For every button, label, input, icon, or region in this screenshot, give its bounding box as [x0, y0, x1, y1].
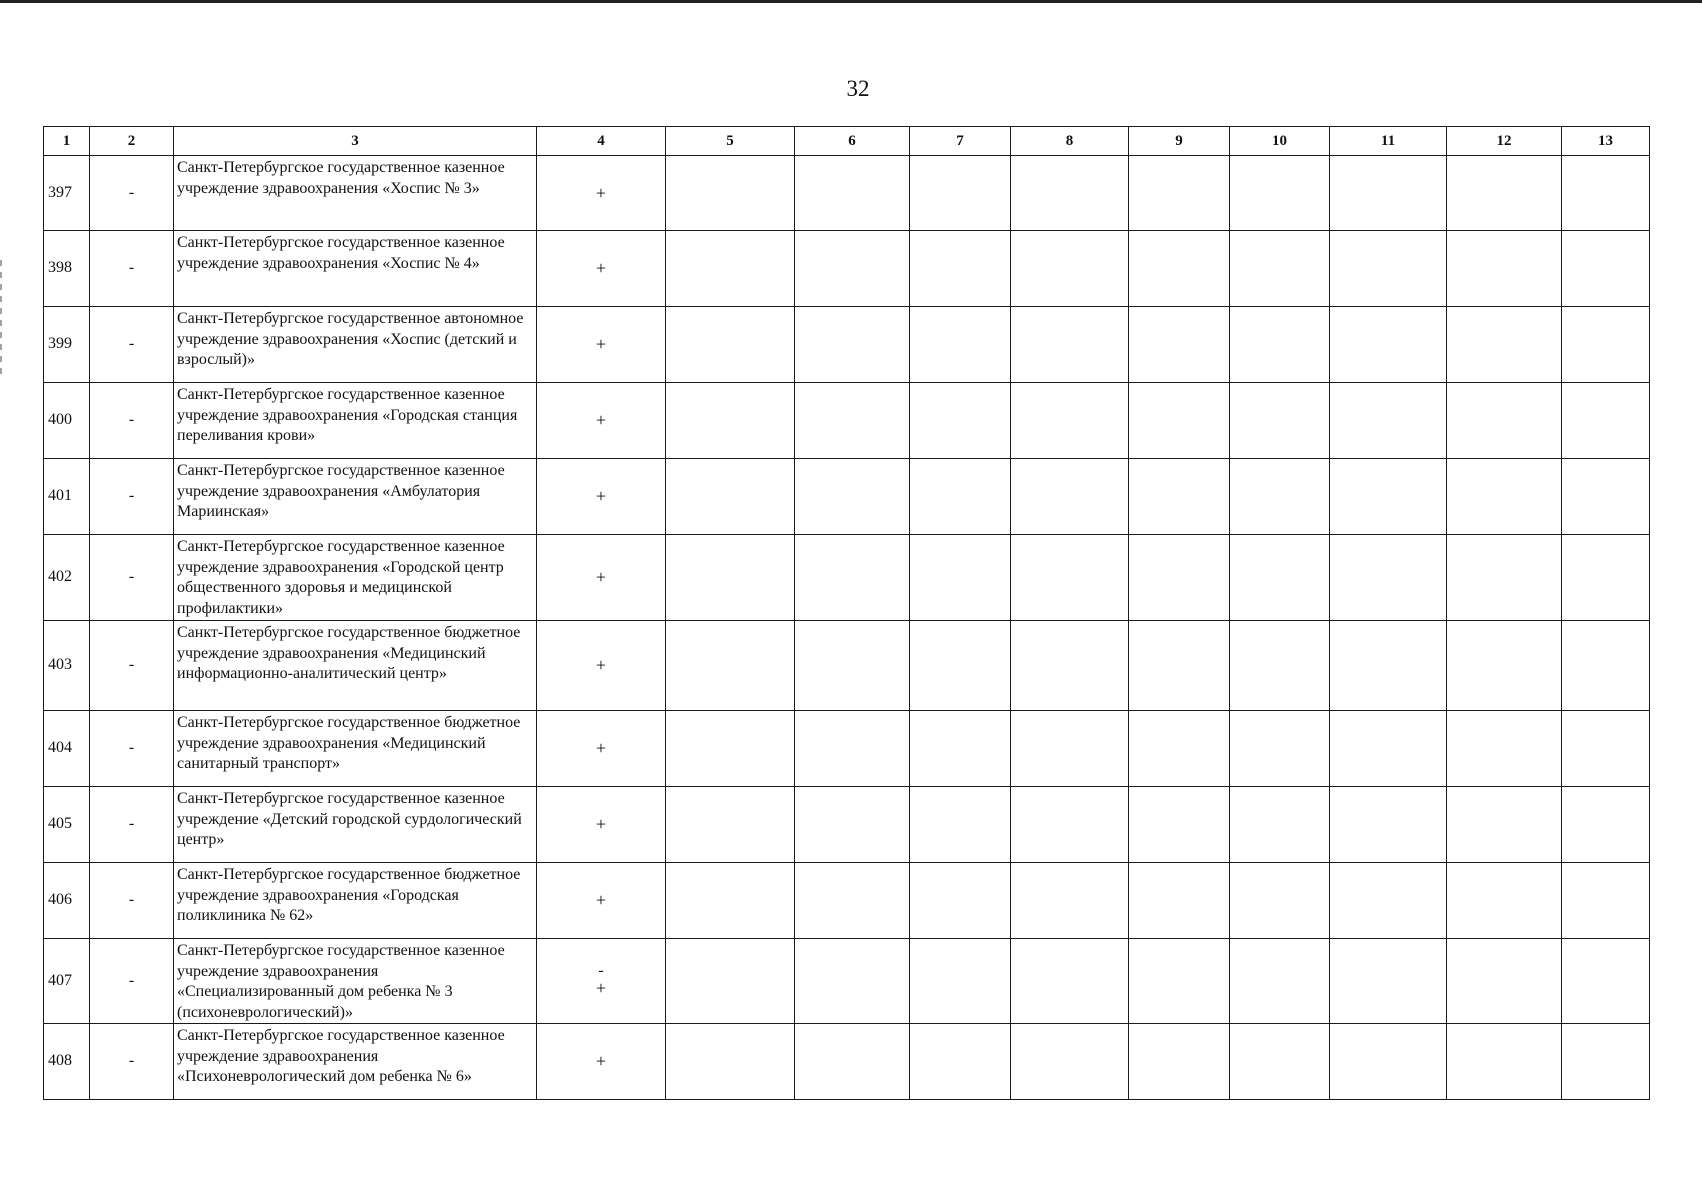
empty-cell [795, 787, 910, 863]
institutions-table [43, 126, 1650, 1100]
empty-cell [1447, 156, 1562, 231]
row-col2: - [90, 307, 174, 383]
institution-name: Санкт-Петербургское государственное казенное учреждение здравоохранения «Хоспис № 4» [174, 231, 537, 307]
empty-cell [1562, 939, 1650, 1024]
row-col4-mark: + [537, 307, 666, 383]
row-col4-mark: + [537, 863, 666, 939]
empty-cell [666, 231, 795, 307]
empty-cell [1330, 156, 1447, 231]
institution-name: Санкт-Петербургское государственное казенное учреждение здравоохранения «Городской центр общественного здоровья и медицинской профилактики» [174, 535, 537, 621]
row-number: 405 [44, 787, 90, 863]
empty-cell [666, 621, 795, 711]
empty-cell [1129, 156, 1230, 231]
table-row [44, 621, 1650, 711]
table-row [44, 1024, 1650, 1100]
row-col2: - [90, 156, 174, 231]
institution-name: Санкт-Петербургское государственное казенное учреждение здравоохранения «Амбулатория Мариинская» [174, 459, 537, 535]
empty-cell [1230, 383, 1330, 459]
empty-cell [1011, 1024, 1129, 1100]
empty-cell [1447, 307, 1562, 383]
column-header: 11 [1330, 127, 1447, 156]
empty-cell [1330, 939, 1447, 1024]
empty-cell [1562, 1024, 1650, 1100]
row-number: 406 [44, 863, 90, 939]
empty-cell [910, 231, 1011, 307]
empty-cell [795, 307, 910, 383]
empty-cell [1330, 621, 1447, 711]
row-col4-mark: + [537, 787, 666, 863]
empty-cell [1330, 863, 1447, 939]
empty-cell [1330, 787, 1447, 863]
row-col2: - [90, 621, 174, 711]
column-header: 9 [1129, 127, 1230, 156]
empty-cell [910, 1024, 1011, 1100]
empty-cell [1011, 621, 1129, 711]
table-row [44, 231, 1650, 307]
empty-cell [1562, 621, 1650, 711]
row-col4-plus: + [595, 977, 607, 998]
empty-cell [1230, 459, 1330, 535]
row-col4-mark: + [537, 535, 666, 621]
empty-cell [666, 1024, 795, 1100]
column-header: 6 [795, 127, 910, 156]
empty-cell [1011, 787, 1129, 863]
empty-cell [1330, 383, 1447, 459]
column-header: 2 [90, 127, 174, 156]
empty-cell [666, 307, 795, 383]
empty-cell [1129, 383, 1230, 459]
row-number: 408 [44, 1024, 90, 1100]
empty-cell [1330, 231, 1447, 307]
empty-cell [1011, 231, 1129, 307]
row-number: 400 [44, 383, 90, 459]
table-header-row [44, 127, 1650, 156]
empty-cell [1562, 459, 1650, 535]
empty-cell [1230, 231, 1330, 307]
empty-cell [1562, 863, 1650, 939]
column-header: 3 [174, 127, 537, 156]
empty-cell [910, 711, 1011, 787]
empty-cell [666, 787, 795, 863]
empty-cell [795, 535, 910, 621]
empty-cell [910, 156, 1011, 231]
row-col4-mark: + [537, 459, 666, 535]
institution-name: Санкт-Петербургское государственное бюджетное учреждение здравоохранения «Медицинский информационно-аналитический центр» [174, 621, 537, 711]
row-col4-mark: + [537, 711, 666, 787]
row-col4-extra-dash: - [598, 961, 604, 979]
row-number: 397 [44, 156, 90, 231]
row-col2: - [90, 787, 174, 863]
institution-name: Санкт-Петербургское государственное казенное учреждение здравоохранения «Специализированный дом ребенка № 3 (психоневрологический)» [174, 939, 537, 1024]
empty-cell [1011, 459, 1129, 535]
empty-cell [1447, 383, 1562, 459]
empty-cell [1230, 787, 1330, 863]
empty-cell [1447, 621, 1562, 711]
table-row [44, 787, 1650, 863]
empty-cell [666, 459, 795, 535]
row-col2: - [90, 1024, 174, 1100]
empty-cell [1330, 535, 1447, 621]
column-header: 7 [910, 127, 1011, 156]
table-row [44, 711, 1650, 787]
institution-name: Санкт-Петербургское государственное казенное учреждение здравоохранения «Городская станция переливания крови» [174, 383, 537, 459]
institution-name: Санкт-Петербургское государственное казенное учреждение здравоохранения «Хоспис № 3» [174, 156, 537, 231]
empty-cell [1011, 939, 1129, 1024]
empty-cell [910, 787, 1011, 863]
empty-cell [1129, 711, 1230, 787]
table-row [44, 307, 1650, 383]
empty-cell [910, 535, 1011, 621]
empty-cell [1230, 863, 1330, 939]
empty-cell [1011, 711, 1129, 787]
row-col2: - [90, 711, 174, 787]
row-col2: - [90, 383, 174, 459]
empty-cell [1447, 787, 1562, 863]
row-number: 402 [44, 535, 90, 621]
table-row [44, 459, 1650, 535]
empty-cell [1447, 939, 1562, 1024]
scan-edge-mark [0, 260, 2, 380]
row-col4-mark: + [537, 621, 666, 711]
row-col4-mark: + [537, 383, 666, 459]
empty-cell [1230, 307, 1330, 383]
empty-cell [1562, 156, 1650, 231]
empty-cell [1447, 535, 1562, 621]
row-number: 403 [44, 621, 90, 711]
empty-cell [1129, 459, 1230, 535]
empty-cell [666, 535, 795, 621]
empty-cell [1230, 1024, 1330, 1100]
table-row [44, 383, 1650, 459]
empty-cell [1129, 1024, 1230, 1100]
column-header: 1 [44, 127, 90, 156]
empty-cell [795, 711, 910, 787]
empty-cell [1129, 231, 1230, 307]
empty-cell [795, 383, 910, 459]
empty-cell [795, 863, 910, 939]
institution-name: Санкт-Петербургское государственное казенное учреждение «Детский городской сурдологический центр» [174, 787, 537, 863]
empty-cell [1230, 621, 1330, 711]
page-top-border [0, 0, 1702, 3]
empty-cell [666, 939, 795, 1024]
empty-cell [1562, 231, 1650, 307]
empty-cell [910, 863, 1011, 939]
empty-cell [795, 939, 910, 1024]
row-col4-mark [537, 939, 666, 1024]
empty-cell [910, 939, 1011, 1024]
empty-cell [1129, 787, 1230, 863]
table-row [44, 156, 1650, 231]
empty-cell [1011, 307, 1129, 383]
empty-cell [1447, 1024, 1562, 1100]
institution-name: Санкт-Петербургское государственное автономное учреждение здравоохранения «Хоспис (детский и взрослый)» [174, 307, 537, 383]
row-col4-mark: + [537, 1024, 666, 1100]
empty-cell [1011, 863, 1129, 939]
empty-cell [1447, 231, 1562, 307]
empty-cell [1129, 939, 1230, 1024]
column-header: 12 [1447, 127, 1562, 156]
row-number: 404 [44, 711, 90, 787]
institution-name: Санкт-Петербургское государственное казенное учреждение здравоохранения «Психоневрологический дом ребенка № 6» [174, 1024, 537, 1100]
empty-cell [1330, 1024, 1447, 1100]
row-col2: - [90, 939, 174, 1024]
column-header: 8 [1011, 127, 1129, 156]
row-col4-mark: + [537, 156, 666, 231]
empty-cell [910, 383, 1011, 459]
empty-cell [1129, 307, 1230, 383]
institution-name: Санкт-Петербургское государственное бюджетное учреждение здравоохранения «Городская поликлиника № 62» [174, 863, 537, 939]
empty-cell [1230, 535, 1330, 621]
empty-cell [1330, 711, 1447, 787]
empty-cell [795, 459, 910, 535]
empty-cell [1562, 307, 1650, 383]
empty-cell [1129, 621, 1230, 711]
empty-cell [910, 307, 1011, 383]
empty-cell [666, 711, 795, 787]
row-number: 399 [44, 307, 90, 383]
empty-cell [795, 156, 910, 231]
empty-cell [795, 1024, 910, 1100]
row-number: 401 [44, 459, 90, 535]
empty-cell [1330, 307, 1447, 383]
row-col2: - [90, 231, 174, 307]
empty-cell [1011, 156, 1129, 231]
row-col2: - [90, 535, 174, 621]
empty-cell [1447, 459, 1562, 535]
empty-cell [1129, 535, 1230, 621]
table-row [44, 863, 1650, 939]
empty-cell [795, 231, 910, 307]
empty-cell [1447, 711, 1562, 787]
empty-cell [910, 621, 1011, 711]
empty-cell [1011, 535, 1129, 621]
row-number: 407 [44, 939, 90, 1024]
table-row [44, 939, 1650, 1024]
row-number: 398 [44, 231, 90, 307]
column-header: 13 [1562, 127, 1650, 156]
page-number: 32 [846, 76, 870, 101]
column-header: 10 [1230, 127, 1330, 156]
row-col2: - [90, 863, 174, 939]
table-row [44, 535, 1650, 621]
empty-cell [666, 383, 795, 459]
empty-cell [910, 459, 1011, 535]
empty-cell [1129, 863, 1230, 939]
institution-name: Санкт-Петербургское государственное бюджетное учреждение здравоохранения «Медицинский санитарный транспорт» [174, 711, 537, 787]
empty-cell [1011, 383, 1129, 459]
empty-cell [1230, 156, 1330, 231]
empty-cell [795, 621, 910, 711]
empty-cell [1562, 383, 1650, 459]
empty-cell [1330, 459, 1447, 535]
column-header: 4 [537, 127, 666, 156]
row-col2: - [90, 459, 174, 535]
empty-cell [666, 156, 795, 231]
empty-cell [1230, 939, 1330, 1024]
empty-cell [666, 863, 795, 939]
column-header: 5 [666, 127, 795, 156]
empty-cell [1562, 535, 1650, 621]
empty-cell [1562, 711, 1650, 787]
row-col4-mark: + [537, 231, 666, 307]
empty-cell [1230, 711, 1330, 787]
empty-cell [1562, 787, 1650, 863]
empty-cell [1447, 863, 1562, 939]
